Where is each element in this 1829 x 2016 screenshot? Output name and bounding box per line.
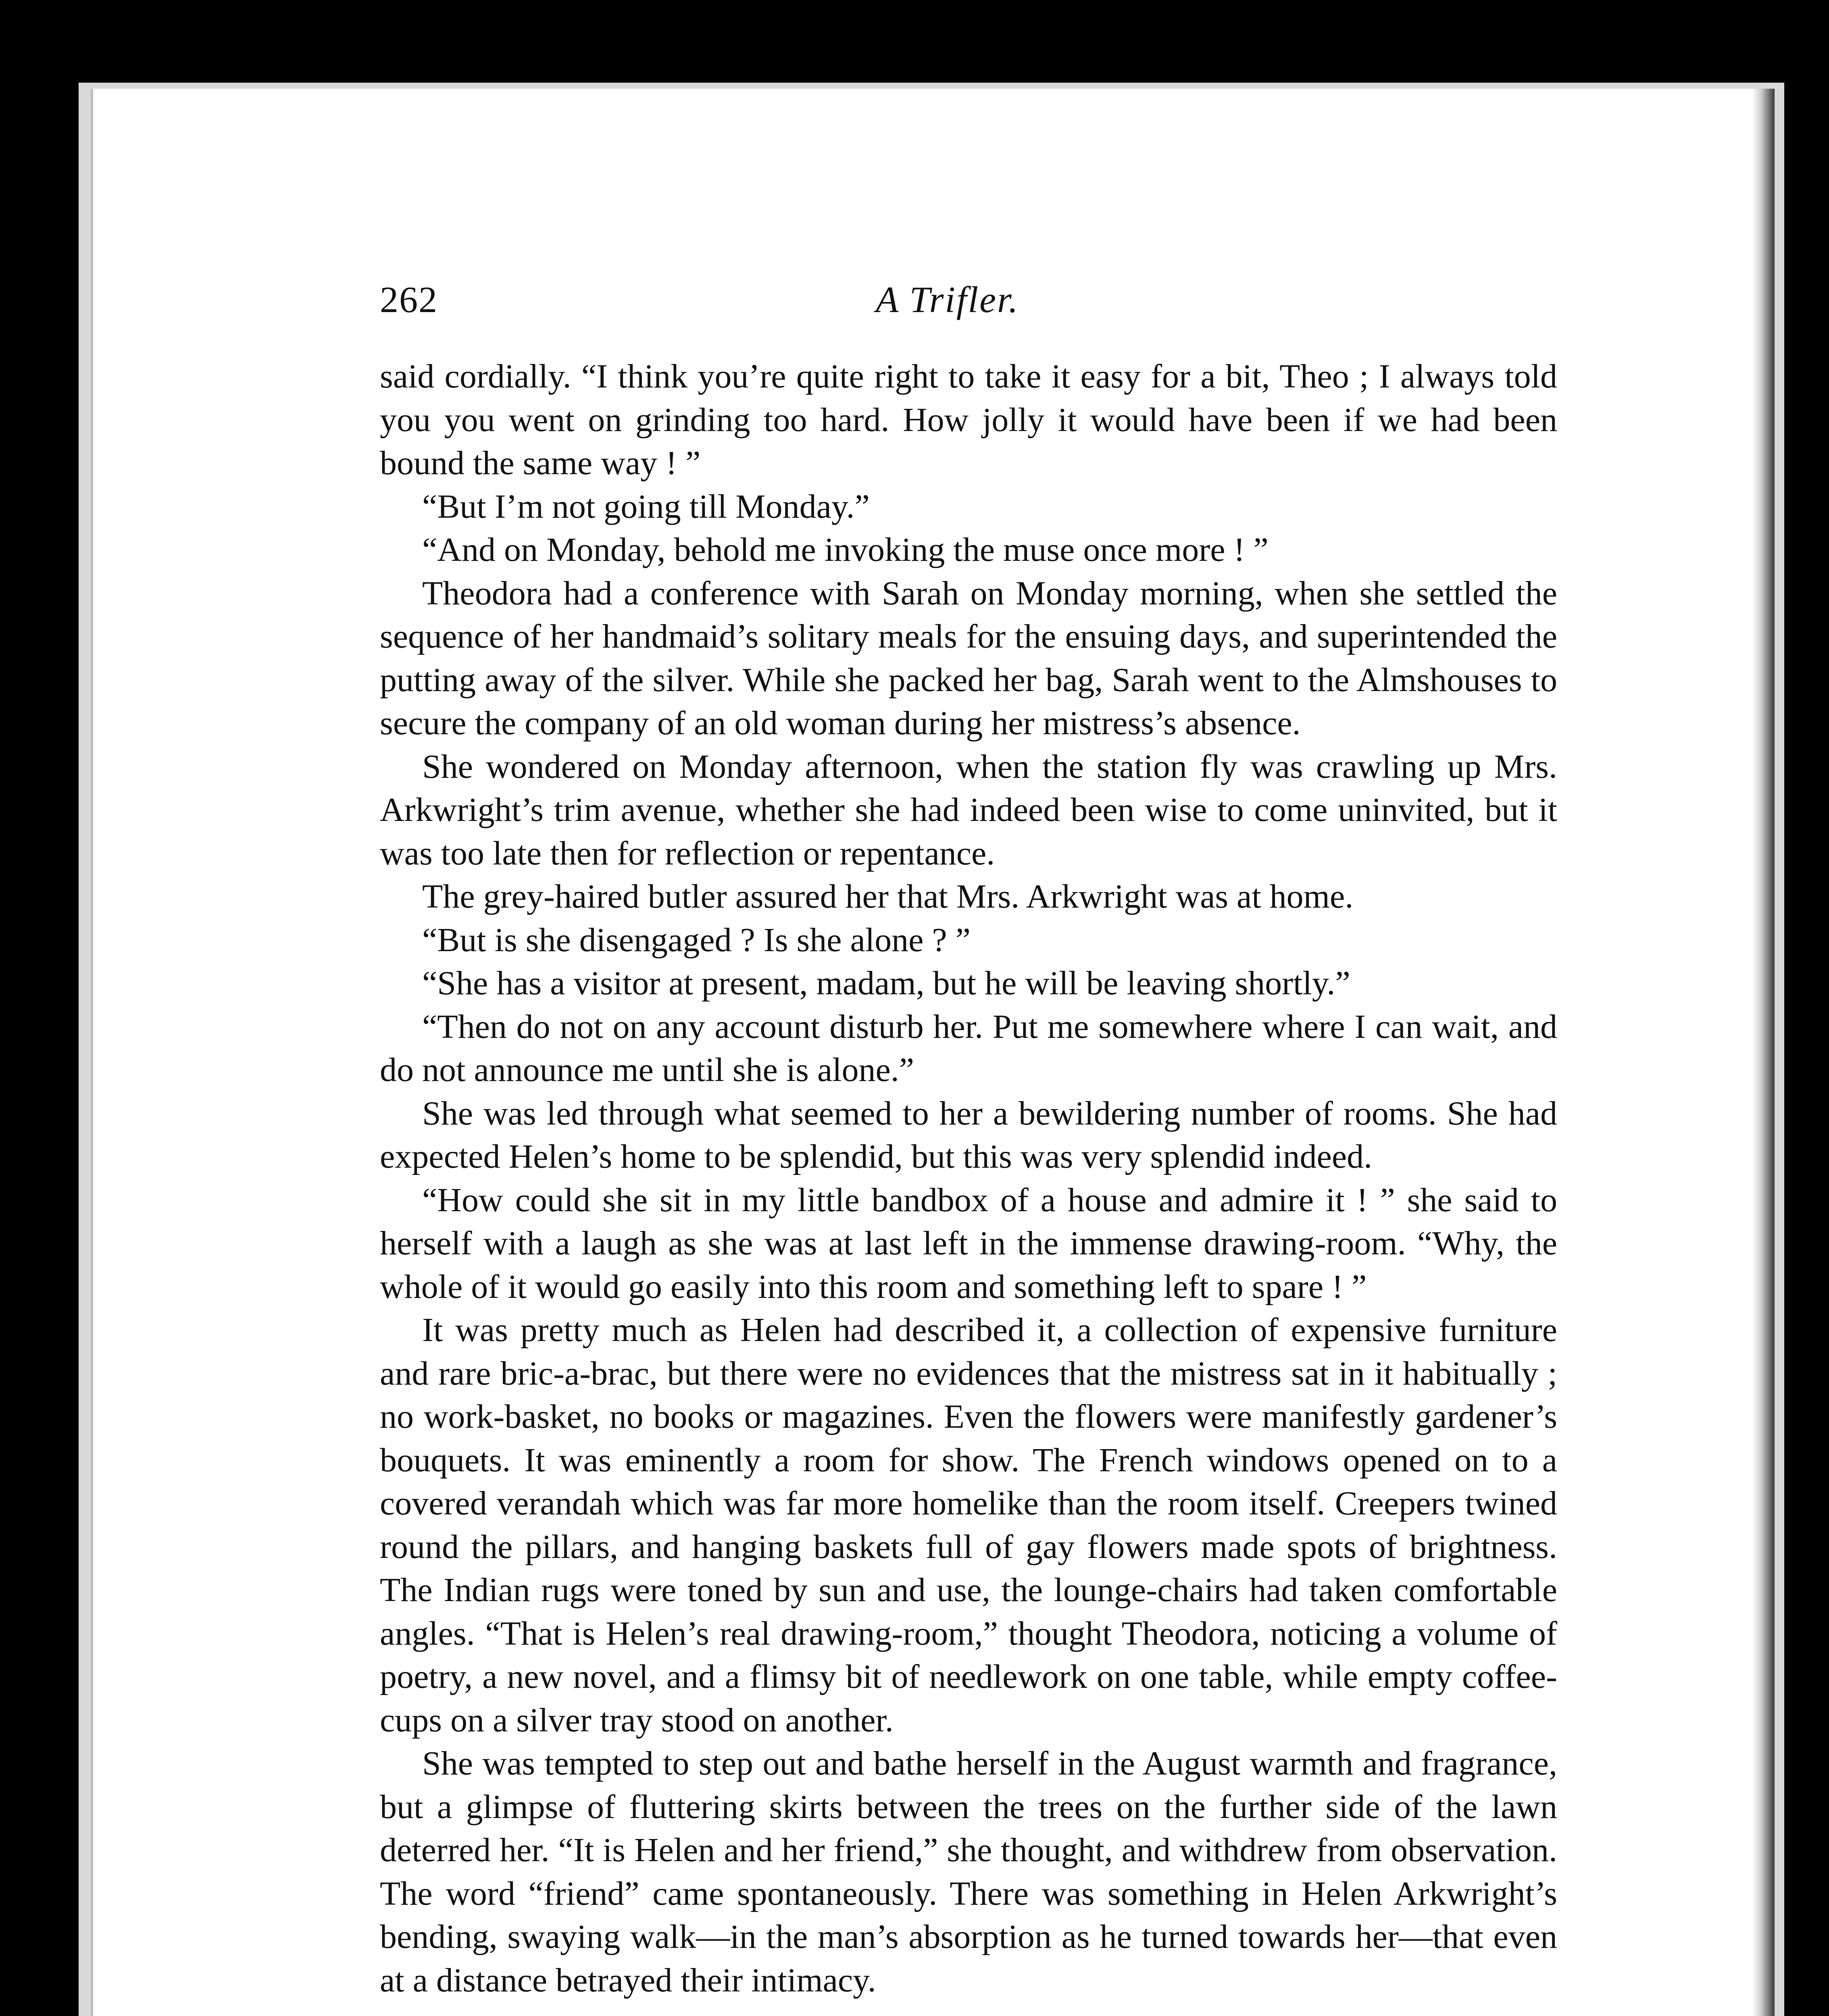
paragraph-8: “She has a visitor at present, madam, but he will be leaving shortly.” bbox=[422, 964, 1350, 1002]
paragraph-5: She wondered on Monday afternoon, when the station fly was crawling up Mrs. Arkwright’s trim avenue, whether she had indeed been wise to come uninvited, but it was too late then for reflection or repentance. bbox=[380, 748, 1557, 872]
page-number: 262 bbox=[380, 279, 438, 320]
page-body-text bbox=[380, 355, 1557, 2002]
running-title: A Trifler. bbox=[876, 279, 1019, 320]
paragraph-12: It was pretty much as Helen had described it, a collection of expensive furniture and rare bric-a-brac, but there were no evidences that the mistress sat in it habitually ; no work-basket, no books or magazines. Even the flowers were manifestly gardener’s bouquets. It was eminently a room for show. The French windows opened on to a covered verandah which was far more homelike than the room itself. Creepers twined round the pillars, and hanging baskets full of gay flowers made spots of brightness. The Indian rugs were toned by sun and use, the lounge-chairs had taken comfortable angles. “That is Helen’s real drawing-room,” thought Theodora, noticing a volume of poetry, a new novel, and a flimsy bit of needlework on one table, while empty coffee-cups on a silver tray stood on another. bbox=[380, 1311, 1557, 1739]
paragraph-11: “How could she sit in my little bandbox of a house and admire it ! ” she said to herself with a laugh as she was at last left in the immense drawing-room. “Why, the whole of it would go easily into this room and something left to spare ! ” bbox=[380, 1181, 1557, 1306]
page-header bbox=[380, 278, 1557, 327]
paragraph-13: She was tempted to step out and bathe herself in the August warmth and fragrance, but a glimpse of fluttering skirts between the trees on the further side of the lawn deterred her. “It is Helen and her friend,” she thought, and withdrew from observation. The word “friend” came spontaneously. There was something in Helen Arkwright’s bending, swaying walk—in the man’s absorption as he turned towards her—that even at a distance betrayed their intimacy. bbox=[380, 1745, 1557, 1999]
paragraph-4: Theodora had a conference with Sarah on Monday morning, when she settled the sequence of her handmaid’s solitary meals for the ensuing days, and superintended the putting away of the silver. While she packed her bag, Sarah went to the Almshouses to secure the company of an old woman during her mistress’s absence. bbox=[380, 574, 1557, 742]
paragraph-3: “And on Monday, behold me invoking the muse once more ! ” bbox=[422, 531, 1269, 569]
paragraph-9: “Then do not on any account disturb her. Put me somewhere where I can wait, and do not announce me until she is alone.” bbox=[380, 1008, 1557, 1089]
paragraph-10: She was led through what seemed to her a bewildering number of rooms. She had expected Helen’s home to be splendid, but this was very splendid indeed. bbox=[380, 1094, 1557, 1175]
paragraph-6: The grey-haired butler assured her that Mrs. Arkwright was at home. bbox=[422, 878, 1354, 915]
paragraph-1: said cordially. “I think you’re quite right to take it easy for a bit, Theo ; I always told you you went on grinding too hard. How jolly it would have been if we had been bound the same way ! ” bbox=[380, 358, 1557, 482]
book-spine-gutter bbox=[1752, 89, 1775, 2016]
paragraph-7: “But is she disengaged ? Is she alone ? ” bbox=[422, 921, 971, 959]
paragraph-2: “But I’m not going till Monday.” bbox=[422, 487, 870, 525]
